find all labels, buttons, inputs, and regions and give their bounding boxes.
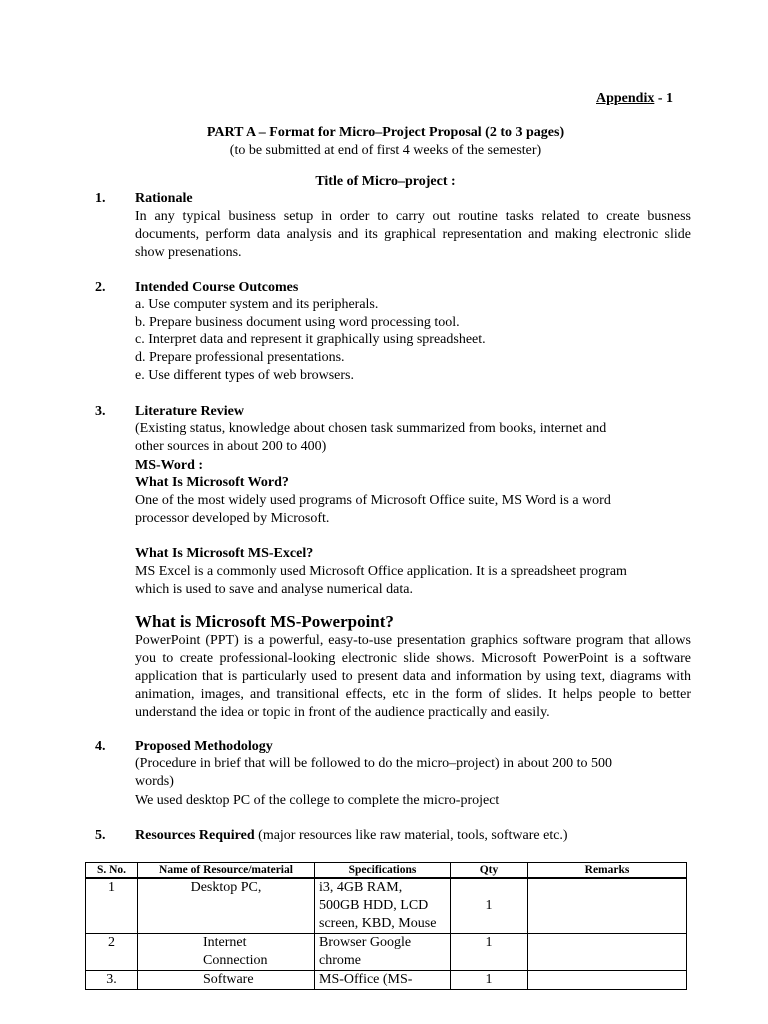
- outcome-item: c. Interpret data and represent it graphically using spreadsheet.: [135, 332, 486, 347]
- appendix-label: [596, 90, 673, 108]
- literature-intro-line: (Existing status, knowledge about chosen task summarized from books, internet and: [135, 421, 607, 436]
- column-header-qty: Qty: [451, 863, 528, 879]
- section-1-heading: Rationale: [135, 191, 193, 206]
- excel-answer-line: which is used to save and analyse numerical data.: [135, 582, 413, 597]
- section-2-heading: Intended Course Outcomes: [135, 280, 299, 295]
- methodology-line: We used desktop PC of the college to complete the micro-project: [135, 793, 500, 808]
- word-answer-line: One of the most widely used programs of Microsoft Office suite, MS Word is a word: [135, 493, 611, 508]
- excel-answer-line: MS Excel is a commonly used Microsoft Office application. It is a spreadsheet program: [135, 564, 627, 579]
- section-4-number: 4.: [95, 739, 106, 754]
- outcome-item: e. Use different types of web browsers.: [135, 368, 355, 383]
- cell-remarks: [528, 971, 687, 990]
- cell-spec: i3, 4GB RAM, 500GB HDD, LCD screen, KBD, Mouse: [315, 878, 451, 934]
- column-header-remarks: Remarks: [528, 863, 687, 879]
- powerpoint-question: What is Microsoft MS-Powerpoint?: [135, 612, 394, 631]
- section-5-heading: Resources Required: [135, 828, 255, 843]
- cell-qty: 1: [451, 971, 528, 990]
- micro-project-title-label: Title of Micro–project :: [315, 174, 456, 189]
- cell-name: Software: [138, 971, 315, 990]
- section-5-heading-line: [135, 827, 568, 845]
- cell-sno: 2: [86, 934, 138, 971]
- outcome-item: b. Prepare business document using word processing tool.: [135, 315, 460, 330]
- table-row: [86, 971, 687, 990]
- cell-qty: 1: [451, 878, 528, 934]
- table-header-row: [86, 863, 687, 879]
- column-header-specifications: Specifications: [315, 863, 451, 879]
- section-2-number: 2.: [95, 280, 106, 295]
- rationale-text: In any typical business setup in order to carry out routine tasks related to create busness documents, perform data analysis and its graphical representation and making electronic slide show presenations.: [135, 209, 691, 260]
- methodology-line: (Procedure in brief that will be followed to do the micro–project) in about 200 to 500: [135, 756, 613, 771]
- cell-spec: Browser Google chrome: [315, 934, 451, 971]
- literature-intro-line: other sources in about 200 to 400): [135, 439, 327, 454]
- word-question: What Is Microsoft Word?: [135, 475, 289, 490]
- cell-spec: MS-Office (MS-: [315, 971, 451, 990]
- section-1-number: 1.: [95, 191, 106, 206]
- methodology-line: words): [135, 774, 174, 789]
- appendix-word: Appendix: [596, 91, 655, 106]
- section-5-number: 5.: [95, 828, 106, 843]
- powerpoint-answer: PowerPoint (PPT) is a powerful, easy-to-use presentation graphics software program that allows you to create professional-looking electronic slide shows. Microsoft PowerPoint is a software application that is particularly used to present data and information by using text, diagrams with animation, images, and transitional effects, etc in the form of slides. It helps people to better understand the idea or topic in front of the audience practically and easily.: [135, 633, 691, 720]
- part-title: PART A – Format for Micro–Project Proposal (2 to 3 pages): [206, 125, 565, 140]
- resources-table: [85, 862, 687, 990]
- cell-sno: 1: [86, 878, 138, 934]
- appendix-number: - 1: [654, 91, 674, 106]
- outcome-item: a. Use computer system and its peripherals.: [135, 297, 379, 312]
- cell-sno: 3.: [86, 971, 138, 990]
- column-header-name: Name of Resource/material: [138, 863, 315, 879]
- cell-name: Desktop PC,: [138, 878, 315, 934]
- section-5-note: (major resources like raw material, tools, software etc.): [254, 828, 568, 843]
- column-header-sno: S. No.: [86, 863, 138, 879]
- section-3-number: 3.: [95, 404, 106, 419]
- table-row: [86, 934, 687, 971]
- section-4-heading: Proposed Methodology: [135, 739, 273, 754]
- msword-label: MS-Word :: [135, 458, 204, 473]
- word-answer-line: processor developed by Microsoft.: [135, 511, 330, 526]
- cell-remarks: [528, 934, 687, 971]
- section-3-heading: Literature Review: [135, 404, 244, 419]
- table-row: [86, 878, 687, 934]
- cell-name: Internet Connection: [138, 934, 315, 971]
- cell-qty: 1: [451, 934, 528, 971]
- part-subtitle: (to be submitted at end of first 4 weeks of the semester): [229, 143, 542, 158]
- cell-remarks: [528, 878, 687, 934]
- excel-question: What Is Microsoft MS-Excel?: [135, 546, 314, 561]
- outcome-item: d. Prepare professional presentations.: [135, 350, 345, 365]
